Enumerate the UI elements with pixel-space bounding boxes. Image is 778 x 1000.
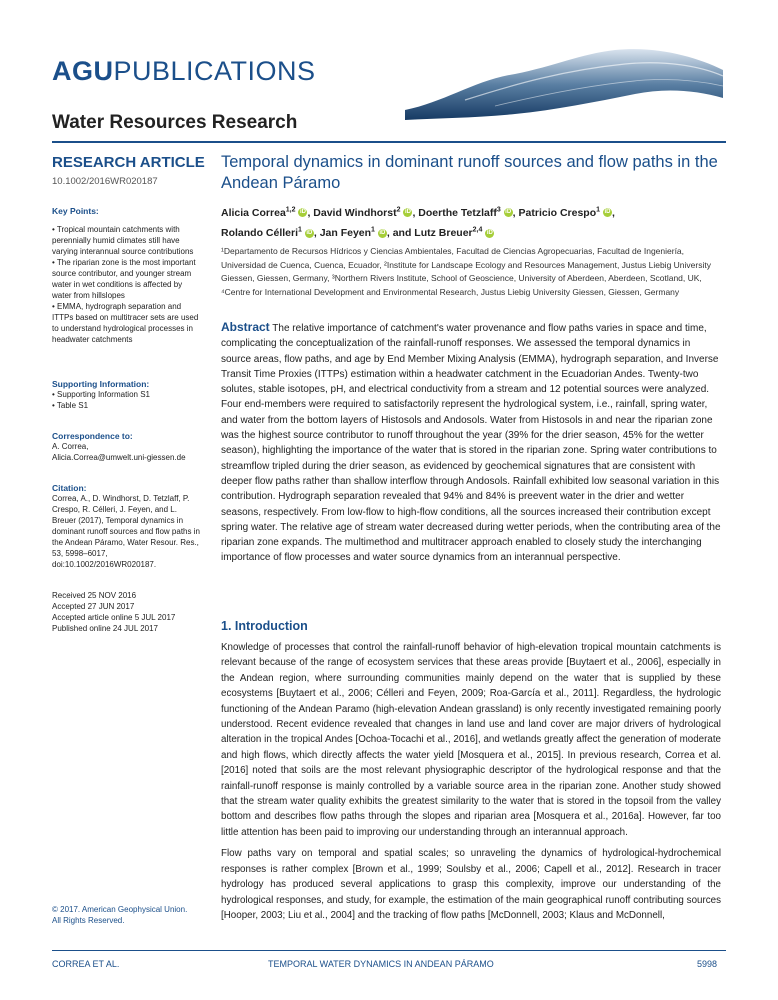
affiliations: ¹Departamento de Recursos Hídricos y Ciencias Ambientales, Facultad de Ciencias Agropecuarias, Facultad de Ingeniería, Universidad de Cuenca, Cuenca, Ecuador, ²Institute for Landscape Ecology and Resources Management, Justus Liebig University Giessen, Giessen, Germany, ³Northern Rivers Institute, School of Geoscience, University of Aberdeen, Aberdeen, Scotland, UK, ⁴Centre for International Development and Environmental Research, Justus Liebig University Giessen, Giessen, Germany	[221, 246, 711, 297]
abstract-text: The relative importance of catchment's water provenance and flow paths varies in space and time, complicating the conceptualization of the rainfall-runoff responses. We assessed the temporal dynamics in source areas, flow paths, and age by End Member Mixing Analysis (EMMA), hydrograph separation, and Inverse Transit Time Proxies (ITTPs) estimation within a headwater catchment in the Ecuadorian Andes. Twenty-two solutes, stable isotopes, pH, and electrical conductivity from a stream and 12 potential sources were analyzed. Four end-members were required to satisfactorily represent the hydrological system, i.e., rainfall, spring water, and water from the bottom layers of Histosols and Andosols. Water from Histosols in and near the riparian zone was the highest source contributor to runoff throughout the year (39% for the drier season, 45% for the wetter season), highlighting the importance of the water that is stored in the riparian zone. Spring water contributions to streamflow tripled during the drier season, as evidenced by geochemical signatures that are consistent with deeper flow paths rather than shallow interflow through Andosols. Rainfall exhibited low seasonal variation in this contribution. Hydrograph separation revealed that 94% and 84% is preevent water in the drier and wetter seasons, respectively. From low-flow to high-flow conditions, all the sources increased their contribution except spring water. The relative age of stream water decreased during wetter periods, when the contributing area of the riparian zone expands. The multimethod and multitracer approach enabled to closely study the interchanging importance of flow processes and water source dynamics from an interannual perspective.	[221, 323, 721, 564]
article-title: Temporal dynamics in dominant runoff sources and flow paths in the Andean Páramo	[221, 153, 718, 192]
orcid-icon[interactable]: iD	[306, 229, 313, 236]
article-dates	[52, 590, 212, 634]
author: Doerthe Tetzlaff$^3$ iD ,	[418, 206, 519, 219]
list-item[interactable]: • Table S1	[52, 401, 89, 410]
citation-heading: Citation:	[52, 483, 87, 493]
key-points-heading: Key Points:	[52, 206, 99, 216]
article-type: RESEARCH ARTICLE	[52, 154, 205, 171]
published-date: Published online 24 JUL 2017	[52, 624, 159, 633]
correspondence-heading: Correspondence to:	[52, 431, 133, 441]
received-date: Received 25 NOV 2016	[52, 591, 137, 600]
doi: 10.1002/2016WR020187	[52, 176, 158, 187]
section-heading: 1. Introduction	[221, 619, 308, 633]
logo-publications-text: PUBLICATIONS	[113, 56, 316, 86]
orcid-icon[interactable]: iD	[604, 209, 611, 216]
footer-authors: CORREA ET AL.	[52, 959, 120, 969]
journal-name: Water Resources Research	[52, 112, 298, 133]
introduction-body	[221, 640, 721, 929]
citation-text: Correa, A., D. Windhorst, D. Tetzlaff, P. Crespo, R. Célleri, J. Feyen, and L. Breuer (2017), Temporal dynamics in dominant runoff sources and flow paths in the Andean Páramo, Water Resour. Res., 53, 5998–6017, doi:10.1002/2016WR020187.	[52, 494, 200, 569]
list-item[interactable]: • Supporting Information S1	[52, 390, 150, 399]
orcid-icon[interactable]: iD	[505, 209, 512, 216]
accepted-date: Accepted 27 JUN 2017	[52, 602, 135, 611]
abstract	[221, 320, 721, 566]
footer-divider	[52, 950, 726, 951]
logo-agu-text: AGU	[52, 56, 114, 86]
list-item: • Tropical mountain catchments with perennially humid climates still have varying interannual source contributions	[52, 225, 194, 256]
paragraph: Flow paths vary on temporal and spatial scales; so unraveling the dynamics of hydrological-hydrochemical responses is rather complex [Brown et al., 1999; Soulsby et al., 2006; Capell et al., 2012]. Research in tracer hydrology has produced several applications to grasp this complexity, improve our understanding of the hydrological responses, and study, for example, the estimation of the main geographical runoff contributing sources [Hooper, 2003; Liu et al., 2004] and the tracking of flow paths [McDonnell, 2003; Klaus and McDonnell,	[221, 848, 721, 921]
orcid-icon[interactable]: iD	[299, 209, 306, 216]
footer-running-title: TEMPORAL WATER DYNAMICS IN ANDEAN PÁRAMO	[268, 959, 494, 969]
page-number: 5998	[697, 959, 718, 969]
author: Jan Feyen$^1$ iD ,	[319, 226, 393, 239]
orcid-icon[interactable]: iD	[486, 229, 493, 236]
correspondence-name: A. Correa,	[52, 442, 89, 451]
supporting-heading: Supporting Information:	[52, 379, 150, 389]
author-list	[221, 201, 721, 242]
author: and Lutz Breuer$^{2,4}$ iD	[392, 226, 493, 239]
copyright: © 2017. American Geophysical Union. All Rights Reserved.	[52, 905, 188, 925]
key-points	[52, 206, 202, 353]
publisher-logo	[52, 56, 316, 87]
orcid-icon[interactable]: iD	[379, 229, 386, 236]
correspondence-email-link[interactable]: Alicia.Correa@umwelt.uni-giessen.de	[52, 453, 186, 462]
author: Alicia Correa$^{1,2}$ iD ,	[221, 206, 314, 219]
header-divider	[52, 141, 726, 143]
list-item: • The riparian zone is the most important source contributor, and younger stream water in wet conditions is affected by water from hillslopes	[52, 258, 196, 300]
citation	[52, 483, 202, 570]
key-points-list	[52, 224, 202, 345]
abstract-heading: Abstract	[221, 320, 270, 334]
author: David Windhorst$^2$ iD ,	[313, 206, 419, 219]
paragraph: Knowledge of processes that control the rainfall-runoff behavior of high-elevation tropical mountain catchments is relevant because of the range of ecosystem services that these areas provide [Buytaert et al., 2006], especially in the Andean region, where surrounding communities mainly depend on the water that is supplied by these ecosystems [Buytaert et al., 2006; Célleri and Feyen, 2009; Roa-García et al., 2011]. Regardless, the hydrologic functioning of the Andean Paramo (high-elevation Andean grassland) is only recently investigated remaining poorly understood. Recent evidence revealed that changes in land use and land cover are major drivers of hydrological alteration in the tropical Andes [Ochoa-Tocachi et al., 2016], and wetlands greatly affect the generation of moderate and high flows, which directly affects the water yield [Mosquera et al., 2015]. In previous research, Correa et al. [2016] noted that soils are the most relevant physiographic descriptor of the hydrological response and that the rainfall-runoff response is mainly controlled by a variable source area in the riparian zone. Another study showed that the stream water quality exhibits the greatest similarity to the water that is stored in the topsoil from the valley bottom and describes flow paths through the slopes and riparian area [Mosquera et al., 2016a]. However, far too little attention has been paid to improving our understanding through an interannual approach.	[221, 642, 721, 838]
orcid-icon[interactable]: iD	[404, 209, 411, 216]
supporting-info	[52, 379, 202, 411]
list-item: • EMMA, hydrograph separation and ITTPs based on multitracer sets are used to understand hydrological processes in headwater catchments	[52, 302, 199, 344]
wave-image	[405, 40, 723, 122]
accepted-online-date: Accepted article online 5 JUL 2017	[52, 613, 176, 622]
author: Patricio Crespo$^1$ iD ,	[518, 206, 615, 219]
author: Rolando Célleri$^1$ iD ,	[221, 226, 320, 239]
correspondence	[52, 431, 212, 463]
